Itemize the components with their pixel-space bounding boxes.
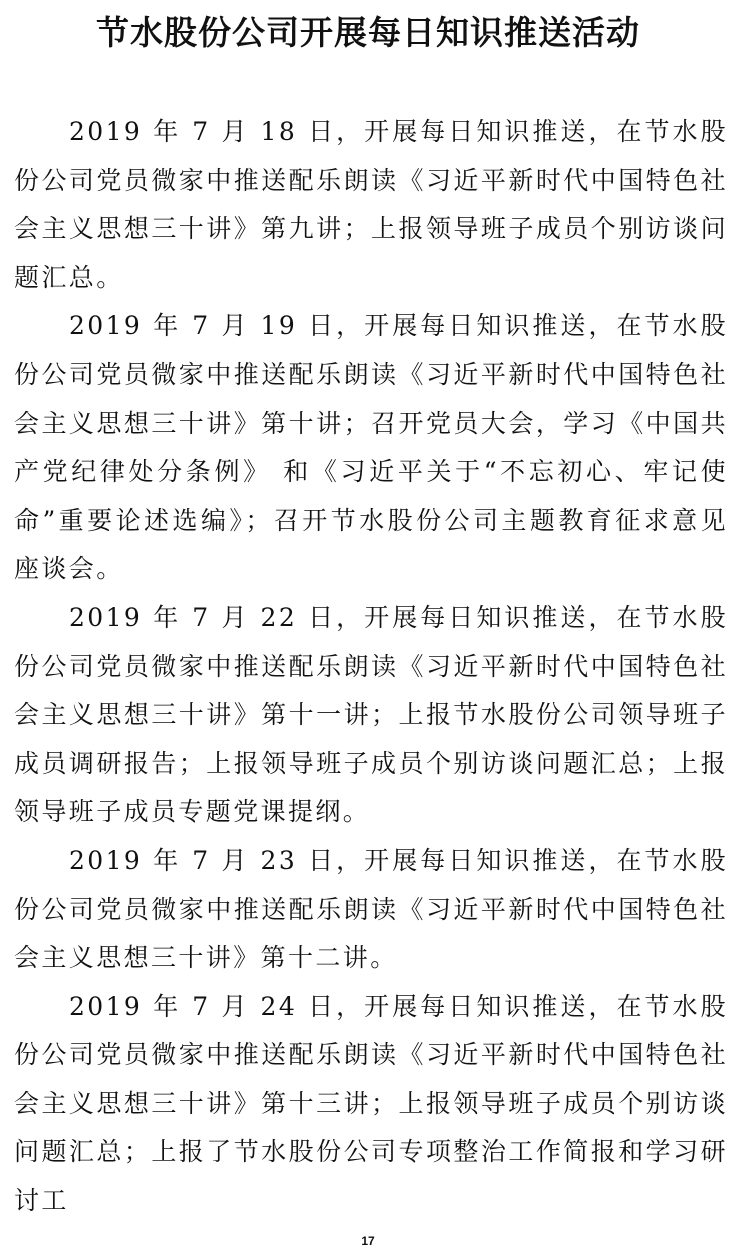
paragraph-jul-24: 2019 年 7 月 24 日，开展每日知识推送，在节水股份公司党员微家中推送配乐朗读《习近平新时代中国特色社会主义思想三十讲》第十三讲；上报领导班子成员个别访谈问题汇总；上报了节水股份公司专项整治工作简报和学习研讨工 <box>14 991 728 1216</box>
paragraph-jul-19: 2019 年 7 月 19 日，开展每日知识推送，在节水股份公司党员微家中推送配乐朗读《习近平新时代中国特色社会主义思想三十讲》第十讲；召开党员大会，学习《中国共产党纪律处分条例》 和《习近平关于“不忘初心、牢记使命”重要论述选编》；召开节水股份公司主题教育征求意见座谈会。 <box>14 311 728 584</box>
paragraph-jul-22: 2019 年 7 月 22 日，开展每日知识推送，在节水股份公司党员微家中推送配乐朗读《习近平新时代中国特色社会主义思想三十讲》第十一讲；上报节水股份公司领导班子成员调研报告；上报领导班子成员个别访谈问题汇总；上报领导班子成员专题党课提纲。 <box>14 602 728 827</box>
paragraph-jul-23: 2019 年 7 月 23 日，开展每日知识推送，在节水股份公司党员微家中推送配乐朗读《习近平新时代中国特色社会主义思想三十讲》第十二讲。 <box>14 845 728 973</box>
paragraph-jul-18: 2019 年 7 月 18 日，开展每日知识推送，在节水股份公司党员微家中推送配乐朗读《习近平新时代中国特色社会主义思想三十讲》第九讲；上报领导班子成员个别访谈问题汇总。 <box>14 117 728 292</box>
page-number: 17 <box>361 1234 375 1248</box>
document-title: 节水股份公司开展每日知识推送活动 <box>96 13 640 52</box>
document-body <box>14 108 728 1226</box>
